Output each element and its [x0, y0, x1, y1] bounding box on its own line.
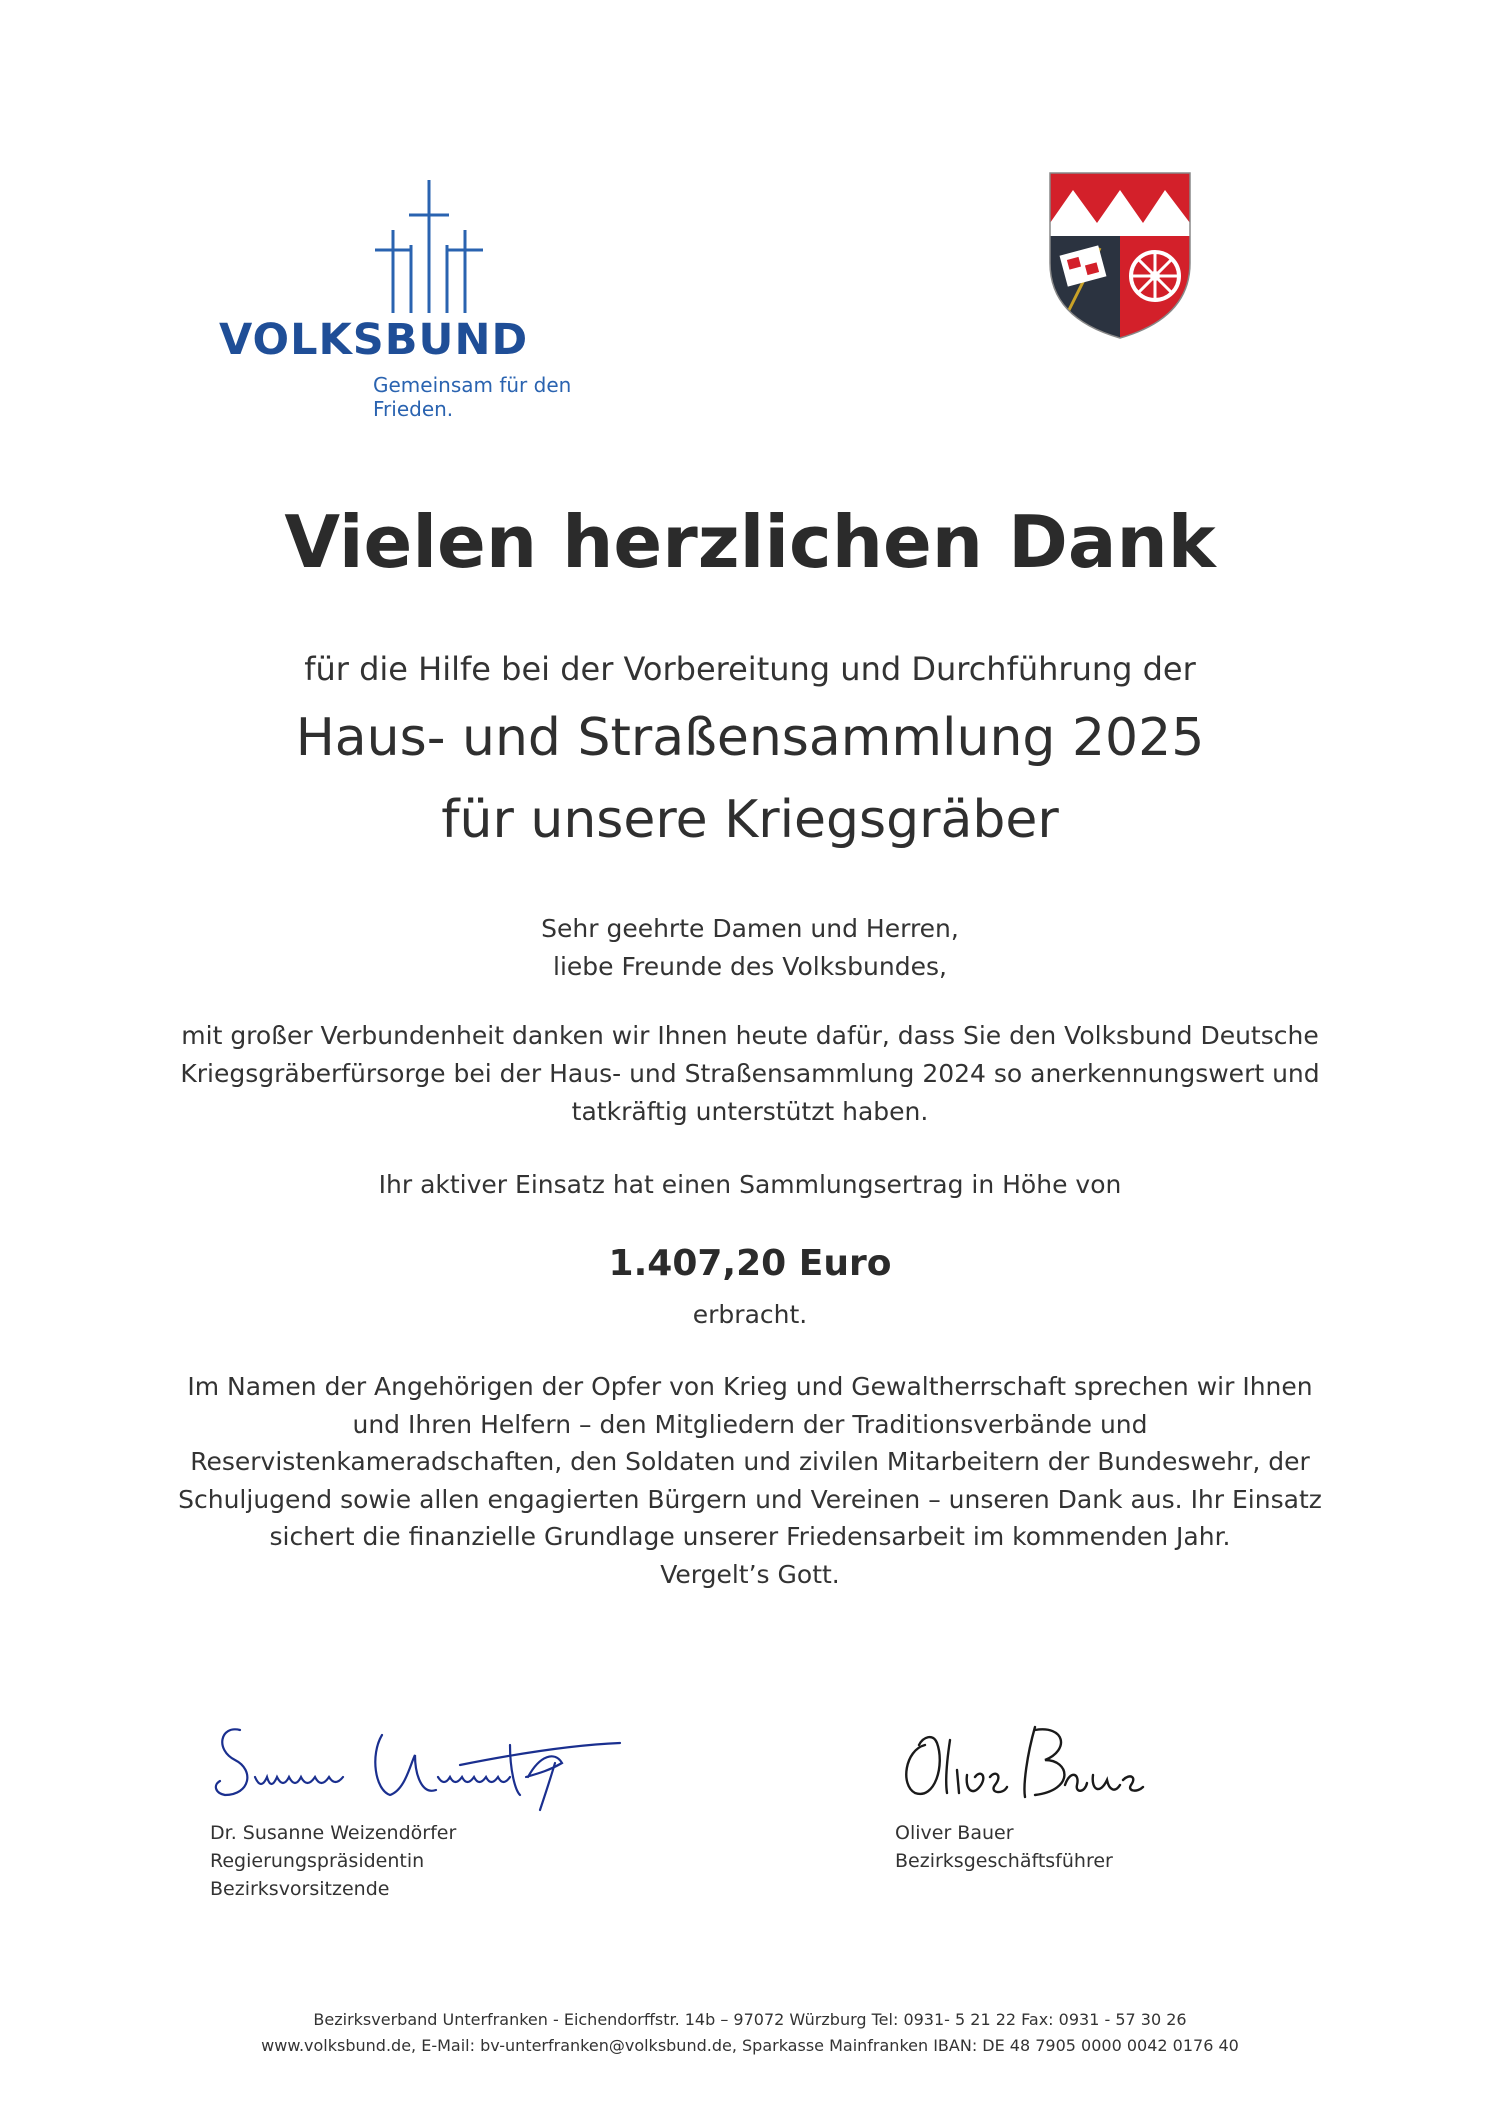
signature-block-right	[895, 1715, 1155, 1875]
paragraph-line: Kriegsgräberfürsorge bei der Haus- und Straßensammlung 2024 so anerkennungswert und	[180, 1059, 1320, 1088]
greeting-line: liebe Freunde des Volksbundes,	[553, 952, 947, 981]
paragraph-line: Im Namen der Angehörigen der Opfer von Krieg und Gewaltherrschaft sprechen wir Ihnen	[187, 1372, 1313, 1401]
collection-amount: 1.407,20 Euro	[608, 1243, 892, 1284]
volksbund-logo	[215, 175, 655, 421]
paragraph-line: tatkräftig unterstützt haben.	[571, 1097, 929, 1126]
signature-block-left	[210, 1715, 630, 1903]
paragraph-line: mit großer Verbundenheit danken wir Ihnen heute dafür, dass Sie den Volksbund Deutsche	[181, 1021, 1319, 1050]
greeting	[150, 910, 1350, 986]
signatory-name: Dr. Susanne Weizendörfer	[210, 1822, 457, 1844]
signatory-role: Bezirksvorsitzende	[210, 1878, 390, 1900]
result-outro: erbracht.	[692, 1300, 808, 1329]
signatory-role: Regierungspräsidentin	[210, 1850, 425, 1872]
result-intro: Ihr aktiver Einsatz hat einen Sammlungsertrag in Höhe von	[378, 1170, 1122, 1199]
coat-of-arms-icon	[1045, 168, 1195, 343]
signatory-role: Bezirksgeschäftsführer	[895, 1850, 1113, 1872]
thanks-paragraph	[150, 1017, 1350, 1131]
signatory-left	[210, 1819, 630, 1903]
footer-address: Bezirksverband Unterfranken - Eichendorffstr. 14b – 97072 Würzburg Tel: 0931- 5 21 22 Fax: 0931 - 57 30 26	[313, 2010, 1187, 2029]
page-title: Vielen herzlichen Dank	[284, 500, 1216, 584]
logo-name: VOLKSBUND	[219, 315, 529, 365]
signatory-right	[895, 1819, 1155, 1875]
greeting-line: Sehr geehrte Damen und Herren,	[541, 914, 959, 943]
handwritten-signature	[210, 1715, 630, 1815]
handwritten-signature	[895, 1715, 1155, 1815]
closing-paragraph	[150, 1368, 1350, 1593]
crosses-icon	[365, 175, 490, 315]
paragraph-line: Reservistenkameradschaften, den Soldaten und zivilen Mitarbeitern der Bundeswehr, der	[190, 1447, 1310, 1476]
paragraph-line: sichert die finanzielle Grundlage unserer Friedensarbeit im kommenden Jahr.	[269, 1522, 1231, 1551]
logo-tagline: Gemeinsam für den Frieden.	[373, 373, 572, 421]
paragraph-line: Schuljugend sowie allen engagierten Bürgern und Vereinen – unseren Dank aus. Ihr Einsatz	[178, 1484, 1322, 1514]
paragraph-line: und Ihren Helfern – den Mitgliedern der Traditionsverbände und	[352, 1409, 1148, 1439]
subtitle: für die Hilfe bei der Vorbereitung und Durchführung der	[304, 650, 1196, 688]
paragraph-line: Vergelt’s Gott.	[660, 1559, 840, 1589]
footer-contact: www.volksbund.de, E-Mail: bv-unterfranken@volksbund.de, Sparkasse Mainfranken IBAN: DE 48 7905 0000 0042 0176 40	[261, 2036, 1239, 2055]
heading-war-graves: für unsere Kriegsgräber	[441, 790, 1059, 850]
heading-collection: Haus- und Straßensammlung 2025	[295, 708, 1205, 768]
signatory-name: Oliver Bauer	[895, 1822, 1014, 1844]
